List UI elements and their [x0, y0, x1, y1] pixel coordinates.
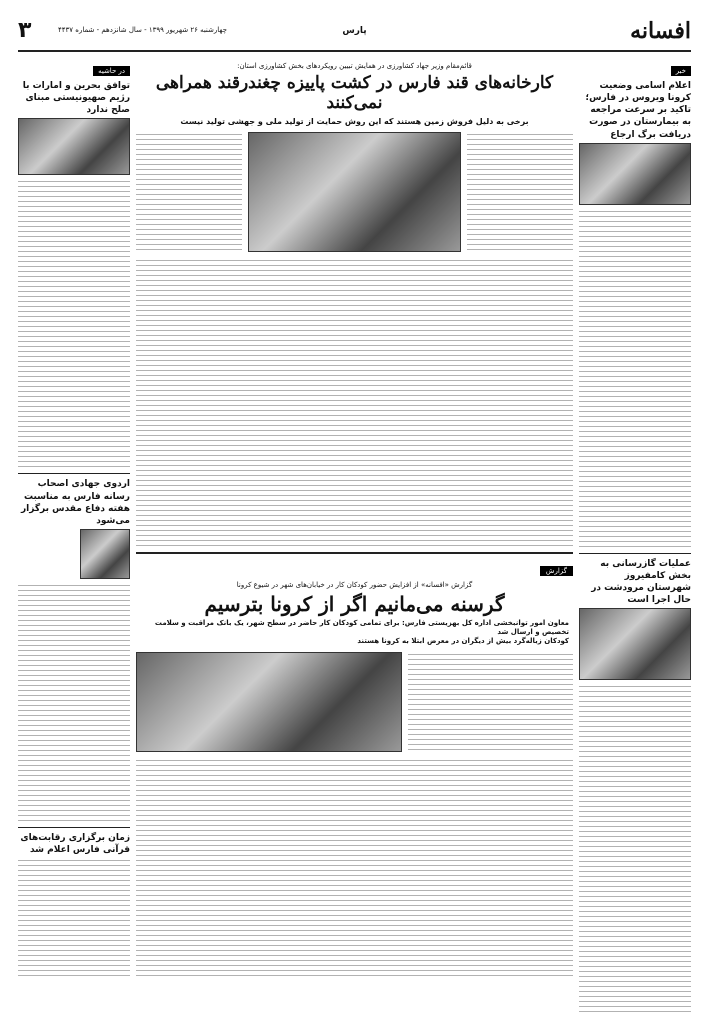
article-body — [136, 758, 573, 978]
bahrain-headline: توافق بحرین و امارات با رژیم صهیونیستی مبنای صلح ندارد — [22, 81, 130, 116]
bullet-2: کودکان زباله‌گرد بیش از دیگران در معرض ابتلا به کرونا هستند — [357, 636, 569, 645]
top-headline: کارخانه‌های قند فارس در کشت پاییزه چغندرقند همراهی نمی‌کنند — [155, 73, 554, 114]
quran-headline: زمان برگزاری رقابت‌های قرآنی فارس اعلام شد — [20, 832, 130, 856]
article-body — [136, 258, 573, 548]
article-text — [18, 179, 130, 469]
bottom-kicker: گزارش «افسانه» از افزایش حضور کودکان کار در خیابان‌های شهر در شیوع کرونا — [236, 580, 473, 589]
report-banner: گزارش — [540, 566, 573, 576]
left-column — [18, 58, 130, 969]
top-subhead: برخی به دلیل فروش زمین هستند که این روش حمایت از تولید ملی و جهشی تولید نیست — [180, 116, 529, 126]
margin-tag: در حاشیه — [93, 66, 130, 76]
article-text — [579, 684, 691, 1014]
jihadi-camp-headline: اردوی جهادی اصحاب رسانه فارس به مناسبت هفته دفاع مقدس برگزار می‌شود — [20, 479, 130, 526]
masthead — [18, 18, 691, 52]
child-car-photo — [136, 652, 402, 752]
brand-logo: افسانه — [630, 18, 691, 44]
right-column — [579, 58, 691, 969]
official-photo — [579, 143, 691, 205]
official-photo — [18, 118, 130, 175]
news-tag: خبر — [671, 66, 691, 76]
article-text — [467, 132, 573, 252]
main-content — [136, 58, 573, 969]
article-text — [579, 209, 691, 549]
meeting-photo — [248, 132, 462, 252]
article-text — [408, 652, 573, 752]
gas-headline: عملیات گازرسانی به بخش کامفیروز شهرستان مرودشت در حال اجرا است — [591, 558, 691, 606]
section-title: پارس — [342, 26, 367, 36]
gas-photo — [579, 608, 691, 680]
dateline: چهارشنبه ۲۶ شهریور ۱۳۹۹ - سال شانزدهم - شماره ۴۴۳۷ — [58, 26, 227, 34]
article-text — [136, 132, 242, 252]
top-kicker: قائم‌مقام وزیر جهاد کشاورزی در همایش تبیین رویکردهای بخش کشاورزی استان: — [237, 62, 472, 70]
article-text — [18, 858, 130, 978]
bottom-headline: گرسنه می‌مانیم اگر از کرونا بترسیم — [204, 591, 505, 616]
bullet-1: معاون امور توانبخشی اداره کل بهزیستی فارس: برای تمامی کودکان کار حاضر در سطح شهر، یک بانک مراقبت و سلامت تخصیص و ارسال شد — [154, 618, 569, 636]
corona-headline: اعلام اسامی وضعیت کرونا ویروس در فارس؛ تاکید بر سرعت مراجعه به بیمارستان در صورت دریافت برگ ارجاع — [585, 81, 691, 140]
article-text — [18, 583, 130, 823]
speaker-photo — [80, 529, 130, 579]
page-number: ۳ — [18, 18, 32, 43]
